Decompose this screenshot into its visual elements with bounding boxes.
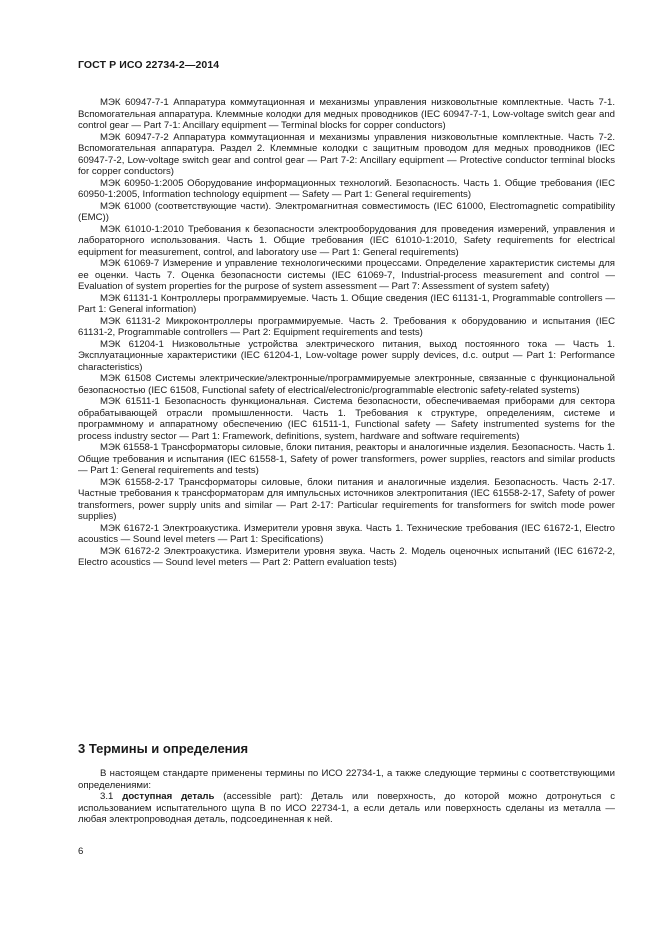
reference-item: МЭК 61000 (соответствующие части). Электромагнитная совместимость (IEC 61000, Electromagnetic compatibility (EMC)): [78, 200, 615, 223]
reference-item: МЭК 61204-1 Низковольтные устройства электрического питания, выход постоянного тока — Часть 1. Эксплуатационные характеристики (IEC 61204-1, Low-voltage power supply devices, d.c. output — Part 1: Performance characteristics): [78, 338, 615, 373]
reference-item: МЭК 61511-1 Безопасность функциональная. Система безопасности, обеспечиваемая приборами для сектора обрабатывающей отрасли промышленности. Часть 1. Требования к структуре, определениям, системе и программному и аппаратному обеспечению (IEC 61511-1, Functional safety — Safety instrumented systems for the process industry sector — Part 1: Framework, definitions, system, hardware and software requirements): [78, 396, 615, 442]
term-description: (accessible part): Деталь или поверхность, до которой можно дотронуться с использованием испытательного щупа B по ИСО 22734-1, а если деталь или поверхность сделаны из металла — любая электропроводная деталь, подсоединенная к ней.: [78, 791, 615, 825]
term-definition: [78, 791, 615, 826]
document-header-title: ГОСТ Р ИСО 22734-2—2014: [78, 59, 220, 71]
section-heading: 3 Термины и определения: [78, 741, 249, 756]
reference-item: МЭК 60947-7-2 Аппаратура коммутационная и механизмы управления низковольтные комплектные. Часть 7-2. Вспомогательная аппаратура. Раздел 2. Клеммные колодки с защитным проводом для медных проводников (IEC 60947-7-2, Low-voltage switch gear and control gear — Part 7-2: Ancillary equipment — Protective conductor terminal blocks for copper conductors): [78, 131, 615, 177]
reference-item: МЭК 60947-7-1 Аппаратура коммутационная и механизмы управления низковольтные комплектные. Часть 7-1. Вспомогательная аппаратура. Клеммные колодки для медных проводников (IEC 60947-7-1, Low-voltage switch gear and control gear — Part 7-1: Ancillary equipment — Terminal blocks for copper conductors): [78, 97, 615, 131]
reference-item: МЭК 61672-1 Электроакустика. Измерители уровня звука. Часть 1. Технические требования (IEC 61672-1, Electro acoustics — Sound level meters — Part 1: Specifications): [78, 522, 615, 545]
reference-item: МЭК 61672-2 Электроакустика. Измерители уровня звука. Часть 2. Модель оценочных испытаний (IEC 61672-2, Electro acoustics — Sound level meters — Part 2: Pattern evaluation tests): [78, 545, 615, 568]
section-body: [78, 768, 615, 826]
reference-item: МЭК 61508 Системы электрические/электронные/программируемые электронные, связанные с функциональной безопасностью (IEC 61508, Functional safety of electrical/electronic/programmable electronic safety-related systems): [78, 373, 615, 396]
reference-item: МЭК 61010-1:2010 Требования к безопасности электрооборудования для проведения измерений, управления и лабораторного использования. Часть 1. Общие требования (IEC 61010-1:2010, Safety requirements for electrical equipment for measurement, control, and laboratory use — Part 1: General requirements): [78, 223, 615, 258]
reference-item: МЭК 60950-1:2005 Оборудование информационных технологий. Безопасность. Часть 1. Общие требования (IEC 60950-1:2005, Information technology equipment — Safety — Part 1: General requirements): [78, 177, 615, 200]
reference-item: МЭК 61069-7 Измерение и управление технологическими процессами. Определение характеристик системы для ее оценки. Часть 7. Оценка безопасности системы (IEC 61069-7, Industrial-process measurement and control — Evaluation of system properties for the purpose of system assessment — Part 7: Assessment of system safety): [78, 258, 615, 292]
reference-item: МЭК 61558-2-17 Трансформаторы силовые, блоки питания и аналогичные изделия. Безопасность. Часть 2-17. Частные требования к трансформаторам для импульсных источников электропитания (IEC 61558-2-17, Safety of power transformers, power supply units and similar — Part 2-17: Particular requirements for transformers for switch mode power supplies): [78, 476, 615, 522]
section-intro: В настоящем стандарте применены термины по ИСО 22734-1, а также следующие термины с соответствующими определениями:: [78, 768, 615, 791]
reference-item: МЭК 61131-2 Микроконтроллеры программируемые. Часть 2. Требования к оборудованию и испытания (IEC 61131-2, Programmable controllers — Part 2: Equipment requirements and tests): [78, 315, 615, 338]
reference-item: МЭК 61558-1 Трансформаторы силовые, блоки питания, реакторы и аналогичные изделия. Безопасность. Часть 1. Общие требования и испытания (IEC 61558-1, Safety of power transformers, power supplies, reactors and similar products — Part 1: General requirements and tests): [78, 442, 615, 476]
reference-item: МЭК 61131-1 Контроллеры программируемые. Часть 1. Общие сведения (IEC 61131-1, Programmable controllers — Part 1: General information): [78, 292, 615, 315]
normative-references-list: [78, 97, 615, 569]
term-name: доступная деталь: [122, 791, 215, 802]
page-number: 6: [78, 846, 84, 857]
term-number: 3.1: [100, 791, 114, 802]
